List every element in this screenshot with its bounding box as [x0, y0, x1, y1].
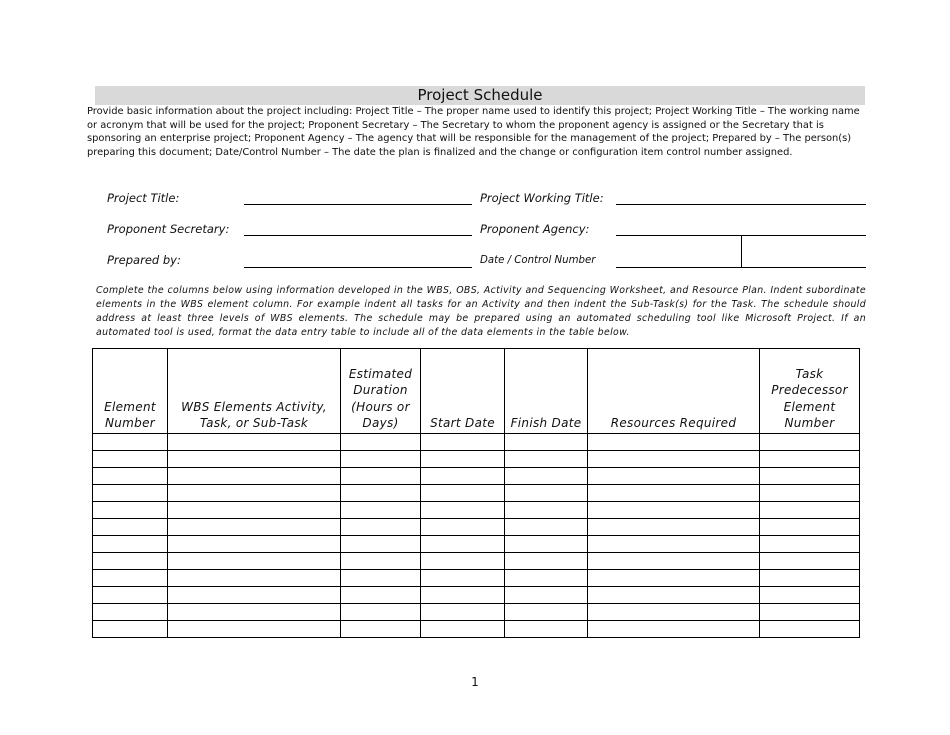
instructions-text: Complete the columns below using information developed in the WBS, OBS, Activity and Sequencing Worksheet, and Resource Plan. Indent subordinate elements in the WBS element column. For example indent all tasks for an Activity and then indent the Sub-Task(s) for the Task. The schedule should address at least three levels of WBS elements. The schedule may be prepared using an automated scheduling tool like Microsoft Project. If an automated tool is used, format the data entry table to include all of the data elements in the table below.	[96, 285, 866, 338]
table-cell[interactable]	[760, 519, 860, 536]
prepared-by-field[interactable]	[244, 267, 472, 268]
table-row	[93, 553, 860, 570]
col-header-element-number: Element Number	[93, 349, 168, 434]
project-title-field[interactable]	[244, 204, 472, 205]
table-cell[interactable]	[421, 570, 505, 587]
table-row	[93, 485, 860, 502]
table-cell[interactable]	[588, 434, 760, 451]
table-cell[interactable]	[168, 502, 341, 519]
proponent-secretary-field[interactable]	[244, 235, 472, 236]
intro-text: Provide basic information about the project including: Project Title – The proper name used to identify this project; Project Working Title – The working name or acronym that will be used for the project; Proponent Secretary – The Secretary to whom the proponent agency is assigned or the Secretary that is sponsoring an enterprise project; Proponent Agency – The agency that will be responsible for the management of the project; Prepared by – The person(s) preparing this document; Date/Control Number – The date the plan is finalized and the change or configuration item control number assigned.	[87, 106, 860, 158]
table-cell[interactable]	[168, 519, 341, 536]
table-cell[interactable]	[760, 604, 860, 621]
table-row	[93, 451, 860, 468]
col-header-resources-required: Resources Required	[588, 349, 760, 434]
table-cell[interactable]	[421, 434, 505, 451]
table-cell[interactable]	[505, 468, 588, 485]
table-cell[interactable]	[505, 621, 588, 638]
table-cell[interactable]	[588, 587, 760, 604]
table-row	[93, 587, 860, 604]
table-cell[interactable]	[421, 604, 505, 621]
table-cell[interactable]	[168, 468, 341, 485]
project-working-title-field[interactable]	[616, 204, 866, 205]
table-cell[interactable]	[341, 587, 421, 604]
table-cell[interactable]	[505, 536, 588, 553]
table-row	[93, 519, 860, 536]
table-cell[interactable]	[93, 604, 168, 621]
table-cell[interactable]	[421, 451, 505, 468]
table-cell[interactable]	[588, 621, 760, 638]
table-cell[interactable]	[505, 570, 588, 587]
date-control-number-label: Date / Control Number	[480, 255, 596, 266]
table-cell[interactable]	[93, 519, 168, 536]
proponent-agency-label: Proponent Agency:	[480, 222, 590, 236]
table-cell[interactable]	[760, 468, 860, 485]
table-cell[interactable]	[93, 621, 168, 638]
col-header-finish-date: Finish Date	[505, 349, 588, 434]
control-number-field[interactable]	[742, 267, 866, 268]
table-row	[93, 434, 860, 451]
table-cell[interactable]	[168, 536, 341, 553]
table-cell[interactable]	[341, 621, 421, 638]
table-cell[interactable]	[760, 485, 860, 502]
table-cell[interactable]	[505, 451, 588, 468]
table-cell[interactable]	[421, 502, 505, 519]
table-cell[interactable]	[505, 519, 588, 536]
table-cell[interactable]	[341, 536, 421, 553]
date-control-divider	[741, 236, 742, 268]
table-cell[interactable]	[421, 519, 505, 536]
table-row	[93, 536, 860, 553]
table-row	[93, 502, 860, 519]
table-cell[interactable]	[341, 451, 421, 468]
table-cell[interactable]	[168, 485, 341, 502]
col-header-wbs-elements: WBS Elements Activity, Task, or Sub-Task	[168, 349, 341, 434]
table-cell[interactable]	[421, 468, 505, 485]
table-cell[interactable]	[421, 621, 505, 638]
table-cell[interactable]	[588, 570, 760, 587]
table-cell[interactable]	[588, 553, 760, 570]
table-cell[interactable]	[505, 434, 588, 451]
table-cell[interactable]	[421, 485, 505, 502]
table-cell[interactable]	[760, 502, 860, 519]
table-cell[interactable]	[93, 536, 168, 553]
table-cell[interactable]	[341, 434, 421, 451]
table-cell[interactable]	[341, 468, 421, 485]
table-cell[interactable]	[421, 536, 505, 553]
table-cell[interactable]	[168, 451, 341, 468]
table-cell[interactable]	[588, 485, 760, 502]
table-header-row	[93, 349, 860, 434]
col-header-task-predecessor: Task Predecessor Element Number	[760, 349, 860, 434]
table-cell[interactable]	[341, 553, 421, 570]
table-cell[interactable]	[421, 587, 505, 604]
page-title: Project Schedule	[417, 86, 543, 104]
table-row	[93, 468, 860, 485]
table-cell[interactable]	[341, 502, 421, 519]
table-row	[93, 621, 860, 638]
table-cell[interactable]	[588, 451, 760, 468]
table-cell[interactable]	[341, 485, 421, 502]
table-cell[interactable]	[93, 502, 168, 519]
table-cell[interactable]	[341, 519, 421, 536]
table-cell[interactable]	[588, 502, 760, 519]
table-cell[interactable]	[168, 570, 341, 587]
table-cell[interactable]	[760, 587, 860, 604]
table-cell[interactable]	[341, 570, 421, 587]
table-cell[interactable]	[760, 536, 860, 553]
table-cell[interactable]	[93, 434, 168, 451]
table-cell[interactable]	[93, 451, 168, 468]
page-number: 1	[471, 675, 479, 689]
table-cell[interactable]	[93, 485, 168, 502]
table-cell[interactable]	[168, 604, 341, 621]
table-cell[interactable]	[505, 553, 588, 570]
date-field[interactable]	[616, 267, 741, 268]
table-row	[93, 604, 860, 621]
table-cell[interactable]	[505, 502, 588, 519]
table-cell[interactable]	[588, 604, 760, 621]
table-cell[interactable]	[341, 604, 421, 621]
table-cell[interactable]	[421, 553, 505, 570]
project-title-label: Project Title:	[107, 191, 180, 205]
table-cell[interactable]	[760, 434, 860, 451]
table-cell[interactable]	[588, 468, 760, 485]
col-header-start-date: Start Date	[421, 349, 505, 434]
table-cell[interactable]	[588, 519, 760, 536]
table-cell[interactable]	[505, 485, 588, 502]
table-cell[interactable]	[93, 570, 168, 587]
table-cell[interactable]	[168, 434, 341, 451]
table-row	[93, 570, 860, 587]
table-cell[interactable]	[760, 553, 860, 570]
table-cell[interactable]	[93, 553, 168, 570]
table-cell[interactable]	[168, 587, 341, 604]
table-cell[interactable]	[760, 451, 860, 468]
table-cell[interactable]	[168, 553, 341, 570]
table-cell[interactable]	[505, 587, 588, 604]
proponent-secretary-label: Proponent Secretary:	[107, 222, 230, 236]
schedule-table	[92, 348, 860, 638]
prepared-by-label: Prepared by:	[107, 253, 181, 267]
table-cell[interactable]	[93, 468, 168, 485]
table-cell[interactable]	[93, 587, 168, 604]
table-cell[interactable]	[588, 536, 760, 553]
table-cell[interactable]	[505, 604, 588, 621]
schedule-table-body	[93, 434, 860, 638]
project-working-title-label: Project Working Title:	[480, 191, 604, 205]
col-header-estimated-duration: Estimated Duration (Hours or Days)	[341, 349, 421, 434]
table-cell[interactable]	[760, 621, 860, 638]
table-cell[interactable]	[760, 570, 860, 587]
table-cell[interactable]	[168, 621, 341, 638]
